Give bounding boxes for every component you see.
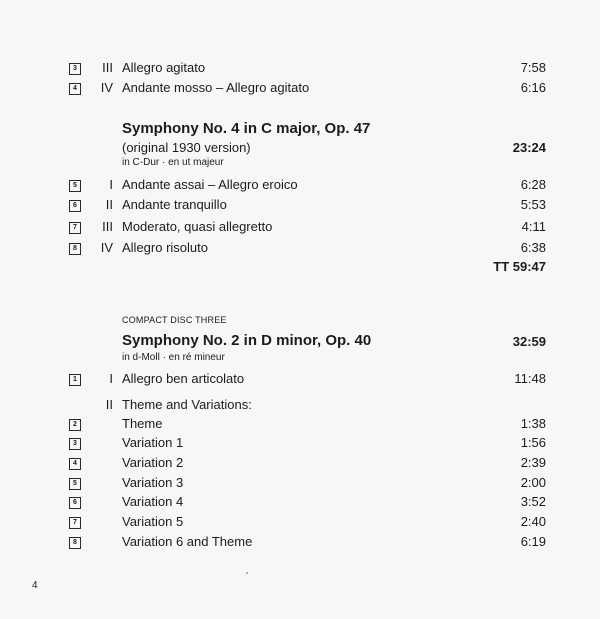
- track-title: Allegro ben articolato: [122, 371, 245, 386]
- movement-numeral: I: [109, 177, 113, 192]
- track-duration: 2:00: [520, 475, 546, 490]
- track-number-box: 8: [69, 243, 81, 255]
- work-title: Symphony No. 2 in D minor, Op. 40: [122, 332, 372, 349]
- track-title: Andante mosso – Allegro agitato: [122, 80, 310, 95]
- movement-numeral: I: [109, 371, 113, 386]
- track-title: Variation 4: [122, 494, 184, 509]
- track-duration: 1:38: [520, 416, 546, 431]
- track-row: [0, 416, 600, 436]
- track-row: [0, 371, 600, 391]
- track-row: [0, 60, 600, 80]
- track-row: [0, 240, 600, 260]
- movement-numeral: IV: [100, 80, 113, 95]
- disc-total-time: TT 59:47: [493, 259, 546, 274]
- track-row: [0, 197, 600, 217]
- track-duration: 6:28: [520, 177, 546, 192]
- track-duration: 5:53: [520, 197, 546, 212]
- track-row: [0, 475, 600, 495]
- track-row: [0, 80, 600, 100]
- track-row: [0, 219, 600, 239]
- track-number-box: 5: [69, 478, 81, 490]
- track-row: [0, 534, 600, 554]
- track-title: Andante tranquillo: [122, 197, 227, 212]
- track-duration: 6:38: [520, 240, 546, 255]
- track-number-box: 6: [69, 200, 81, 212]
- track-duration: 1:56: [520, 435, 546, 450]
- track-title: Allegro risoluto: [122, 240, 208, 255]
- track-title: Variation 1: [122, 435, 184, 450]
- track-duration: 6:16: [520, 80, 546, 95]
- track-row: [0, 177, 600, 197]
- track-title: Allegro agitato: [122, 60, 206, 75]
- track-number-box: 2: [69, 419, 81, 431]
- track-title: Variation 2: [122, 455, 184, 470]
- track-number-box: 8: [69, 537, 81, 549]
- disc-label: COMPACT DISC THREE: [122, 315, 227, 325]
- key-translations: in d-Moll · en ré mineur: [122, 352, 225, 363]
- track-number-box: 7: [69, 517, 81, 529]
- track-number-box: 1: [69, 374, 81, 386]
- track-number-box: 6: [69, 497, 81, 509]
- page-number: 4: [32, 580, 38, 591]
- work-total-duration: 32:59: [512, 334, 546, 349]
- track-duration: 2:40: [520, 514, 546, 529]
- movement-numeral: III: [102, 60, 113, 75]
- work-title: Symphony No. 4 in C major, Op. 47: [122, 120, 371, 137]
- track-title: Moderato, quasi allegretto: [122, 219, 273, 234]
- track-row: [0, 397, 600, 417]
- track-title: Theme and Variations:: [122, 397, 252, 412]
- track-title: Variation 5: [122, 514, 184, 529]
- movement-numeral: III: [102, 219, 113, 234]
- track-number-box: 4: [69, 458, 81, 470]
- track-row: [0, 514, 600, 534]
- track-duration: 6:19: [520, 534, 546, 549]
- track-number-box: 3: [69, 438, 81, 450]
- key-translations: in C-Dur · en ut majeur: [122, 157, 224, 168]
- track-title: Theme: [122, 416, 163, 431]
- track-duration: 11:48: [514, 371, 546, 386]
- movement-numeral: II: [105, 197, 113, 212]
- work-version: (original 1930 version): [122, 140, 251, 155]
- track-row: [0, 455, 600, 475]
- track-title: Variation 3: [122, 475, 184, 490]
- track-row: [0, 494, 600, 514]
- track-duration: 4:11: [521, 219, 546, 234]
- paper-speck: [246, 572, 248, 574]
- work-total-duration: 23:24: [512, 140, 546, 155]
- movement-numeral: II: [105, 397, 113, 412]
- track-row: [0, 435, 600, 455]
- track-number-box: 4: [69, 83, 81, 95]
- track-title: Variation 6 and Theme: [122, 534, 253, 549]
- track-number-box: 3: [69, 63, 81, 75]
- track-duration: 7:58: [520, 60, 546, 75]
- track-title: Andante assai – Allegro eroico: [122, 177, 298, 192]
- track-number-box: 5: [69, 180, 81, 192]
- track-number-box: 7: [69, 222, 81, 234]
- track-duration: 3:52: [520, 494, 546, 509]
- movement-numeral: IV: [100, 240, 113, 255]
- track-duration: 2:39: [520, 455, 546, 470]
